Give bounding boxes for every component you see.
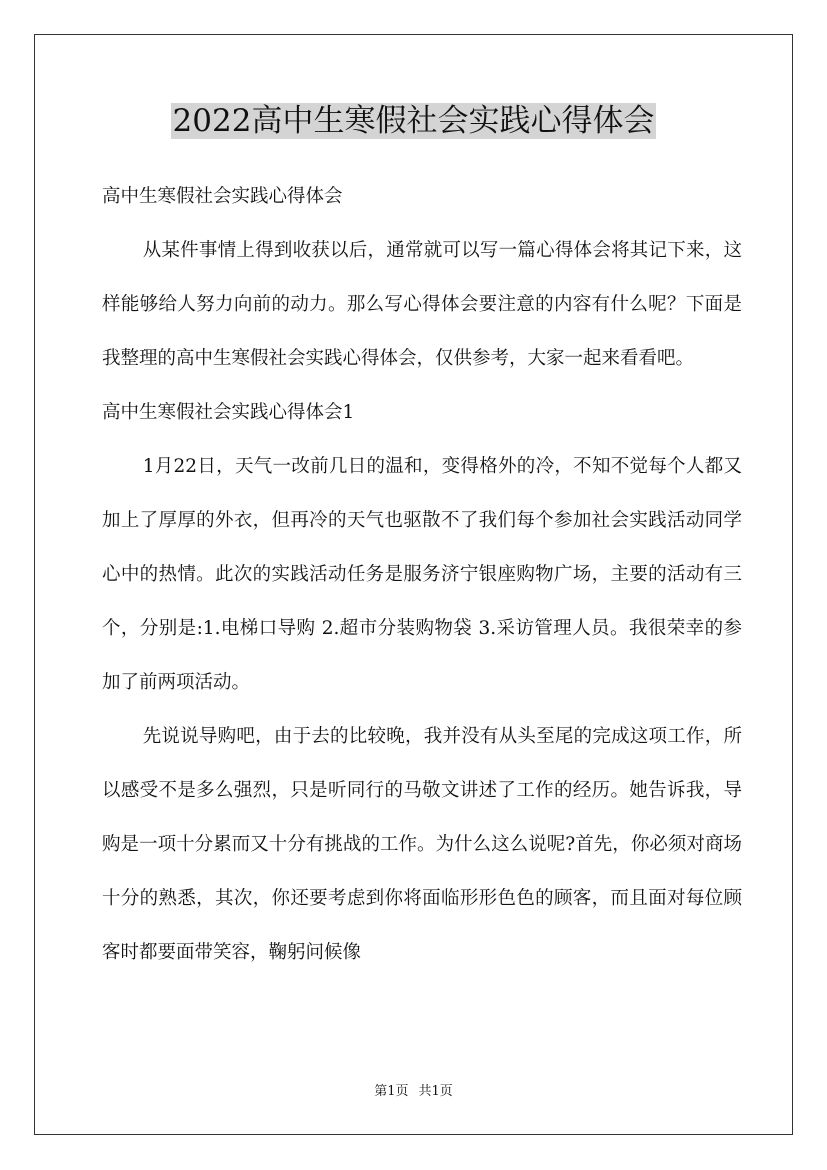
paragraph-2: 先说说导购吧，由于去的比较晚，我并没有从头至尾的完成这项工作，所以感受不是多么强烈，只是听同行的马敬文讲述了工作的经历。她告诉我，导购是一项十分累而又十分有挑战的工作。为什么这么说呢?首先，你必须对商场十分的熟悉，其次，你还要考虑到你将面临形形色色的顾客，而且面对每位顾客时都要面带笑容，鞠躬问候像: [102, 726, 742, 963]
section-heading-intro: 高中生寒假社会实践心得体会: [102, 186, 343, 207]
page-footer: [0, 1084, 827, 1100]
page-total: 共1页: [418, 1084, 453, 1099]
page-number: 第1页: [374, 1084, 409, 1099]
paragraph-1: 1月22日，天气一改前几日的温和，变得格外的冷，不知不觉每个人都又加上了厚厚的外衣，但再冷的天气也驱散不了我们每个参加社会实践活动同学心中的热情。此次的实践活动任务是服务济宁银座购物广场，主要的活动有三个，分别是:1.电梯口导购 2.超市分装购物袋 3.采访管理人员。我很荣幸的参加了前两项活动。: [102, 456, 742, 693]
paragraph-intro: 从某件事情上得到收获以后，通常就可以写一篇心得体会将其记下来，这样能够给人努力向前的动力。那么写心得体会要注意的内容有什么呢？下面是我整理的高中生寒假社会实践心得体会，仅供参考，大家一起来看看吧。: [102, 240, 742, 369]
document-title-text: 2022高中生寒假社会实践心得体会: [172, 103, 655, 139]
document-body: [102, 170, 742, 980]
document-title: [0, 100, 827, 142]
section-heading-1: 高中生寒假社会实践心得体会1: [102, 402, 355, 423]
